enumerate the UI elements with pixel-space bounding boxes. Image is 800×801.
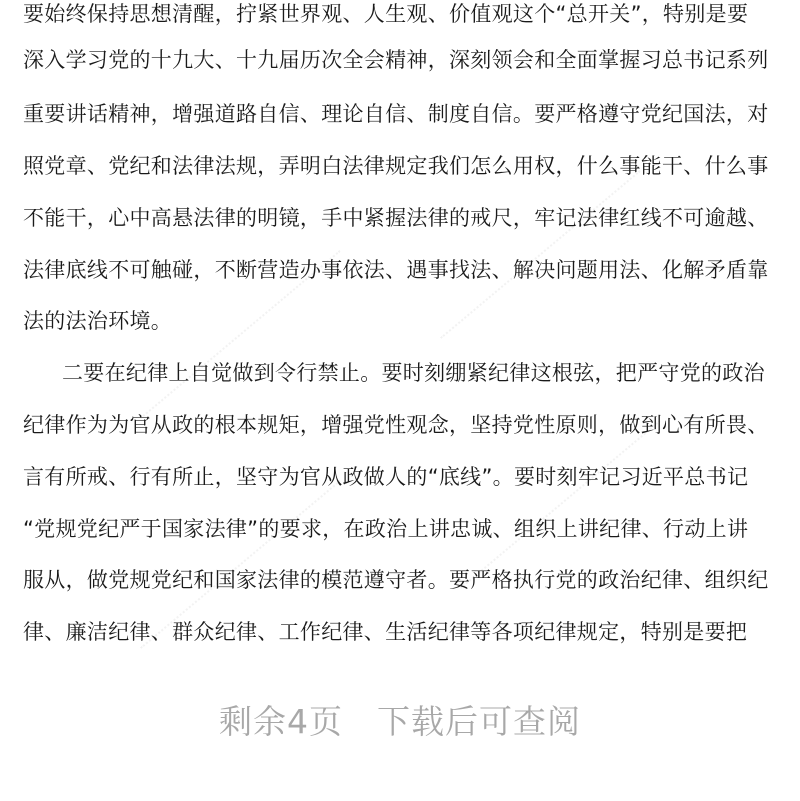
download-to-view-label: 下载后可查阅 [377,702,581,741]
paragraph-line: 二要在纪律上自觉做到令行禁止。要时刻绷紧纪律这根弦，把严守党的政治 [62,361,765,385]
paragraph-line: 纪律作为为官从政的根本规矩，增强党性观念，坚持党性原则，做到心有所畏、 [23,413,769,437]
paragraph-line: 服从，做党规党纪和国家法律的模范遵守者。要严格执行党的政治纪律、组织纪 [23,568,769,592]
paragraph-line: 律、廉洁纪律、群众纪律、工作纪律、生活纪律等各项纪律规定，特别是要把 [23,620,748,644]
paragraph-line: 言有所戒、行有所止，坚守为官从政做人的“底线”。要时刻牢记习近平总书记 [23,465,749,489]
paragraph-line: 深入学习党的十九大、十九届历次全会精神，深刻领会和全面掌握习总书记系列 [23,48,769,72]
paragraph-line: 法的法治环境。 [23,309,173,333]
paragraph-line: 不能干，心中高悬法律的明镜，手中紧握法律的戒尺，牢记法律红线不可逾越、 [23,206,769,230]
paragraph-line: 照党章、党纪和法律法规，弄明白法律规定我们怎么用权，什么事能干、什么事 [23,154,769,178]
paragraph-line: 要始终保持思想清醒，拧紧世界观、人生观、价值观这个“总开关”，特别是要 [23,2,749,26]
paragraph-line: “党规党纪严于国家法律”的要求，在政治上讲忠诚、组织上讲纪律、行动上讲 [23,517,749,541]
remaining-pages-label: 剩余4页 [219,702,343,741]
paragraph-line: 法律底线不可触碰，不断营造办事依法、遇事找法、解决问题用法、化解矛盾靠 [23,258,769,282]
download-notice[interactable] [0,702,800,742]
paragraph-line: 重要讲话精神，增强道路自信、理论自信、制度自信。要严格遵守党纪国法，对 [23,102,769,126]
